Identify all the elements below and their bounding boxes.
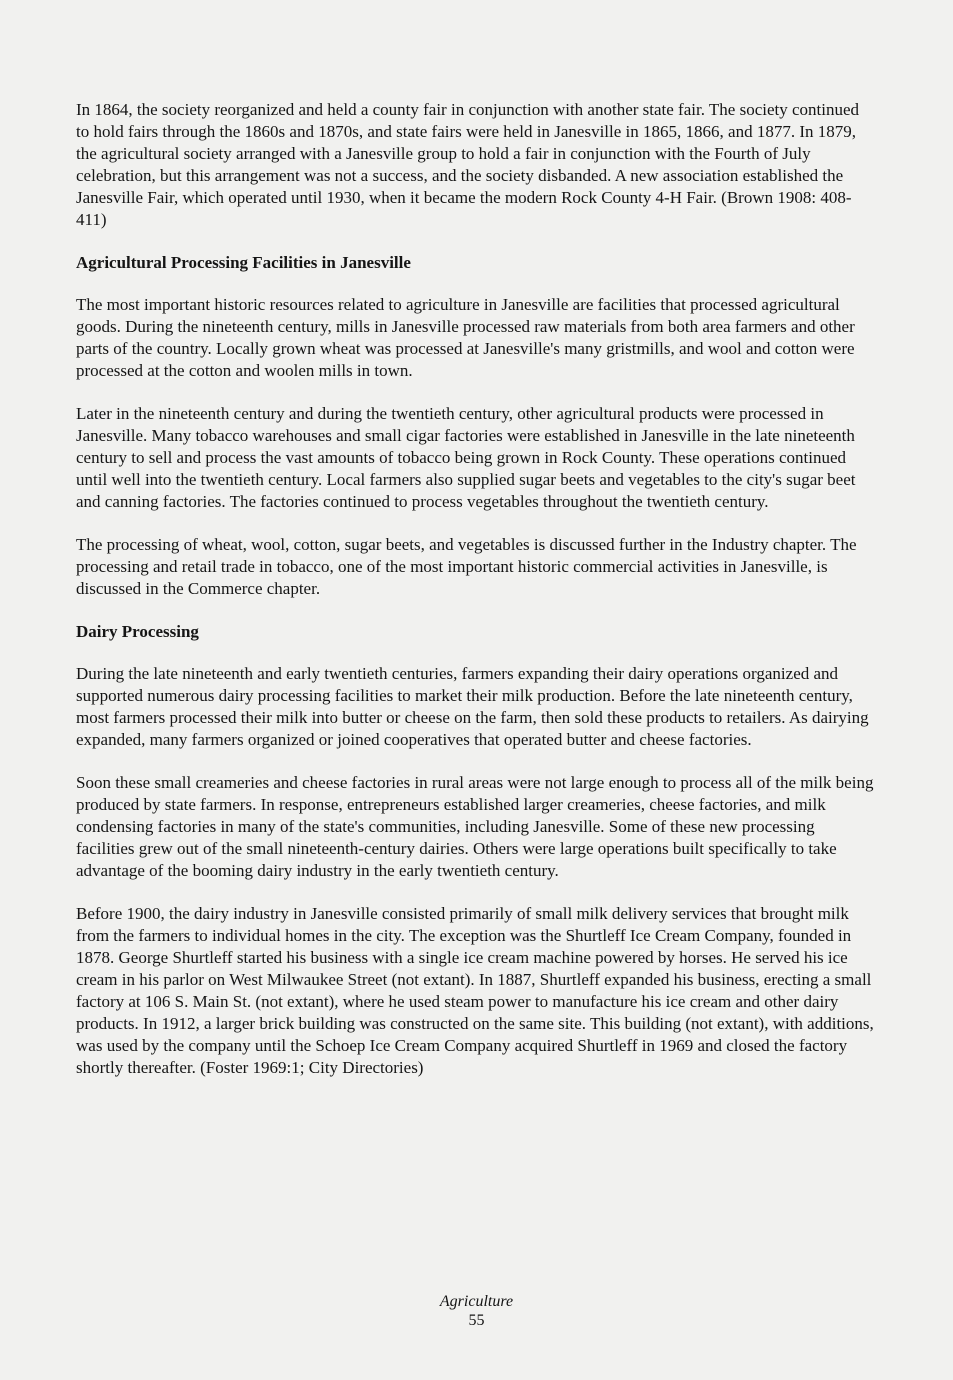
paragraph-county-fair: In 1864, the society reorganized and held a county fair in conjunction with another state fair. The society continued to hold fairs through the 1860s and 1870s, and state fairs were held in Janesville in 1865, 1866, and 1877. In 1879, the agricultural society arranged with a Janesville group to hold a fair in conjunction with the Fourth of July celebration, but this arrangement was not a success, and the society disbanded. A new association established the Janesville Fair, which operated until 1930, when it became the modern Rock County 4-H Fair. (Brown 1908: 408-411) [76, 100, 860, 229]
paragraph-dairy-operations: During the late nineteenth and early twentieth centuries, farmers expanding their dairy operations organized and supported numerous dairy processing facilities to market their milk production. Before the late nineteenth century, most farmers processed their milk into butter or cheese on the farm, then sold these products to retailers. As dairying expanded, many farmers organized or joined cooperatives that operated butter and cheese factories. [76, 664, 869, 749]
paragraph-tobacco-sugar-beets: Later in the nineteenth century and during the twentieth century, other agricultural products were processed in Janesville. Many tobacco warehouses and small cigar factories were established in Janesville in the late nineteenth century to sell and process the vast amounts of tobacco being grown in Rock County. These operations continued until well into the twentieth century. Local farmers also supplied sugar beets and vegetables to the city's sugar beet and canning factories. The factories continued to process vegetables throughout the twentieth century. [76, 404, 856, 511]
heading-agricultural-processing: Agricultural Processing Facilities in Janesville [76, 253, 411, 272]
footer-section-title: Agriculture [439, 1293, 514, 1310]
heading-dairy-processing: Dairy Processing [76, 622, 199, 641]
paragraph-industry-commerce: The processing of wheat, wool, cotton, sugar beets, and vegetables is discussed further in the Industry chapter. The processing and retail trade in tobacco, one of the most important historic commercial activities in Janesville, is discussed in the Commerce chapter. [76, 535, 857, 598]
document-body [76, 99, 876, 1100]
page-footer [0, 1292, 953, 1330]
paragraph-processing-facilities: The most important historic resources related to agriculture in Janesville are facilities that processed agricultural goods. During the nineteenth century, mills in Janesville processed raw materials from both area farmers and other parts of the country. Locally grown wheat was processed at Janesville's many gristmills, and wool and cotton were processed at the cotton and woolen mills in town. [76, 295, 855, 380]
paragraph-creameries: Soon these small creameries and cheese factories in rural areas were not large enough to process all of the milk being produced by state farmers. In response, entrepreneurs established larger creameries, cheese factories, and milk condensing factories in many of the state's communities, including Janesville. Some of these new processing facilities grew out of the small nineteenth-century dairies. Others were large operations built specifically to take advantage of the booming dairy industry in the early twentieth century. [76, 773, 874, 880]
paragraph-shurtleff: Before 1900, the dairy industry in Janesville consisted primarily of small milk delivery services that brought milk from the farmers to individual homes in the city. The exception was the Shurtleff Ice Cream Company, founded in 1878. George Shurtleff started his business with a single ice cream machine powered by horses. He served his ice cream in his parlor on West Milwaukee Street (not extant). In 1887, Shurtleff expanded his business, erecting a small factory at 106 S. Main St. (not extant), where he used steam power to manufacture his ice cream and other dairy products. In 1912, a larger brick building was constructed on the same site. This building (not extant), with additions, was used by the company until the Schoep Ice Cream Company acquired Shurtleff in 1969 and closed the factory shortly thereafter. (Foster 1969:1; City Directories) [76, 904, 874, 1077]
footer-page-number: 55 [468, 1312, 485, 1329]
